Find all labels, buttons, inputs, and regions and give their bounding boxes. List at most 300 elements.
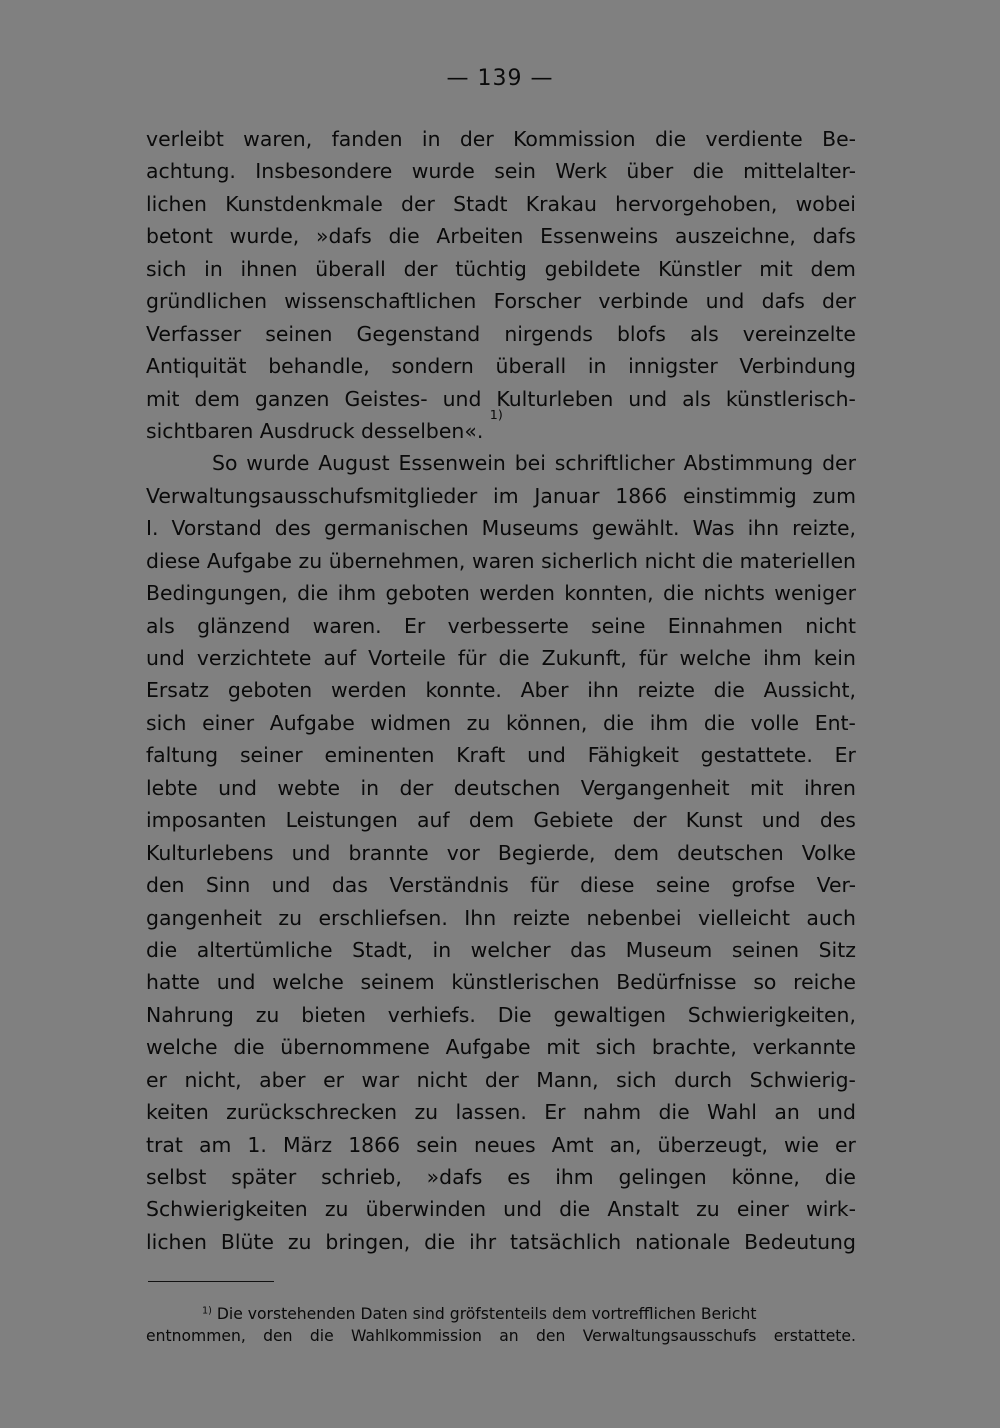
word: seine	[591, 613, 646, 638]
word: konnten,	[564, 581, 654, 606]
word: geboten	[385, 581, 470, 606]
word: Januar	[534, 483, 600, 508]
word: sondern	[391, 354, 474, 379]
word: Aussicht,	[763, 678, 856, 703]
word: zu	[414, 1100, 439, 1125]
word: die	[309, 1327, 334, 1345]
word: Sitz	[818, 937, 856, 962]
word: die	[654, 127, 687, 151]
word: könne,	[731, 1165, 800, 1189]
word: trat	[146, 1132, 183, 1157]
word: Fähigkeit	[587, 743, 679, 768]
word: August	[318, 451, 390, 476]
word: die	[424, 1229, 456, 1254]
text-line	[146, 545, 856, 577]
word: übernehmen,	[328, 548, 466, 573]
word: Bedeutung	[744, 1229, 856, 1254]
word: waren	[471, 548, 535, 573]
word: überall	[315, 256, 386, 281]
word: Künstler	[658, 256, 742, 281]
footnote-content	[202, 1303, 756, 1325]
word: die	[602, 710, 635, 735]
word: ganzen	[254, 386, 330, 411]
word: gestattete.	[700, 743, 813, 768]
text-line	[146, 155, 856, 187]
word: verkannte	[752, 1035, 856, 1060]
word: wurde	[246, 451, 310, 476]
word: wirk-	[806, 1197, 856, 1222]
word: nirgends	[504, 321, 593, 346]
text-line	[146, 642, 856, 674]
word: tatsächlich	[510, 1229, 622, 1254]
word: wurde	[411, 159, 475, 184]
word: Er	[834, 743, 856, 768]
word: zu	[696, 1197, 720, 1222]
word: behandle,	[268, 354, 370, 379]
word: So	[212, 451, 238, 476]
word: Blüte	[220, 1229, 274, 1254]
text-line	[146, 1161, 856, 1193]
word: und	[503, 1197, 542, 1222]
word: reizte	[512, 905, 571, 930]
word: keiten	[146, 1100, 209, 1125]
word: nebenbei	[586, 905, 682, 930]
word: der	[401, 191, 435, 216]
word: übernommene	[280, 1035, 430, 1060]
text-line	[146, 674, 856, 706]
word: dem	[613, 840, 659, 865]
footnote-line	[146, 1303, 856, 1325]
word: gewählt.	[591, 516, 680, 541]
word: Gebiete	[533, 808, 614, 833]
word: zu	[278, 905, 303, 930]
word: des	[274, 516, 311, 541]
word: Verfasser	[146, 321, 242, 346]
word: »dafs	[316, 224, 372, 249]
word: sich	[146, 710, 187, 735]
word: für	[638, 646, 668, 670]
word: Begierde,	[497, 840, 596, 865]
word: später	[231, 1165, 297, 1189]
footnotes	[146, 1303, 856, 1347]
word: reizte	[637, 678, 695, 703]
word: konnte.	[425, 678, 502, 703]
word: seinen	[265, 321, 333, 346]
text-line	[146, 318, 856, 350]
word: Er	[404, 613, 426, 638]
word: vereinzelte	[742, 321, 856, 346]
word: diese	[580, 873, 635, 898]
word: Kommission	[513, 127, 636, 151]
word: Schwierigkeiten,	[687, 1002, 856, 1027]
word: welche	[272, 970, 344, 995]
word: den	[263, 1327, 293, 1345]
word: er	[834, 1132, 856, 1157]
word: selbst	[146, 1165, 207, 1189]
word: werden	[331, 678, 407, 703]
word: zu	[287, 1229, 312, 1254]
word: vor	[446, 840, 480, 865]
word: Schwierig-	[749, 1067, 856, 1092]
word: für	[457, 646, 487, 670]
word: waren.	[312, 613, 382, 638]
word: bei	[514, 451, 546, 476]
text-line	[146, 1064, 856, 1096]
word: seinen	[731, 937, 800, 962]
word: das	[331, 873, 368, 898]
word: der	[484, 1067, 519, 1092]
word: des	[819, 808, 856, 833]
word: tüchtig	[455, 256, 527, 281]
word: Verbindung	[739, 354, 856, 379]
word: ihren	[803, 775, 856, 800]
word: nichts	[703, 581, 765, 606]
word: widmen	[370, 710, 452, 735]
word: Kunst	[685, 808, 743, 833]
word: seiner	[239, 743, 303, 768]
word: in	[204, 256, 223, 281]
word: die	[713, 678, 745, 703]
word: überzeugt,	[657, 1132, 768, 1157]
word: Verständnis	[389, 873, 509, 898]
word: wurde,	[229, 224, 300, 249]
word: die	[663, 581, 695, 606]
word: dafs	[812, 224, 856, 249]
word: zu	[324, 1197, 349, 1222]
word: blofs	[616, 321, 666, 346]
word: geboten	[227, 678, 313, 703]
word: brannte	[348, 840, 429, 865]
word: mit	[146, 386, 180, 411]
word: Leistungen	[285, 808, 398, 833]
word: ihnen	[240, 256, 298, 281]
word: Museums	[481, 516, 579, 541]
word: und	[442, 386, 482, 411]
word: »dafs	[426, 1165, 483, 1189]
word: brachte,	[651, 1035, 737, 1060]
text-line-paragraph-start	[146, 447, 856, 479]
word: Kulturleben	[496, 386, 614, 411]
word: lichen	[146, 191, 207, 216]
word: dem	[810, 256, 856, 281]
word: und	[761, 808, 801, 833]
text-line	[146, 285, 856, 317]
word: als	[689, 321, 719, 346]
text-line	[146, 707, 856, 739]
footnote-separator	[148, 1281, 274, 1282]
word: Ver-	[816, 873, 856, 898]
word: der	[403, 256, 438, 281]
word: Vorteile	[368, 646, 446, 670]
word: altertümliche	[196, 937, 333, 962]
word: gründlichen	[146, 289, 268, 314]
word: lassen.	[455, 1100, 527, 1125]
word: die	[701, 548, 734, 573]
word: vielleicht	[698, 905, 790, 930]
word: Kunstdenkmale	[225, 191, 383, 216]
footnote-marker: 1)	[202, 1305, 212, 1317]
word: welcher	[470, 937, 551, 962]
word: die	[559, 1197, 591, 1222]
text-line	[146, 610, 856, 642]
text-line	[146, 220, 856, 252]
word: imposanten	[146, 808, 267, 833]
word: Aufgabe	[206, 548, 292, 573]
word: einer	[202, 710, 255, 735]
word: nicht	[416, 1067, 468, 1092]
text-line	[146, 577, 856, 609]
word: Ersatz	[146, 678, 210, 703]
word: der	[822, 289, 856, 314]
word: hervorgehoben,	[615, 191, 778, 216]
word: Wahlkommission	[351, 1327, 482, 1345]
word: neues	[474, 1132, 536, 1157]
word: die	[498, 646, 530, 670]
word: ihm	[649, 710, 689, 735]
word: bringen,	[325, 1229, 411, 1254]
word: lebte	[146, 775, 198, 800]
word: sein	[494, 159, 536, 184]
word: durch	[674, 1067, 733, 1092]
word: Ihn	[464, 905, 497, 930]
word: und	[628, 386, 668, 411]
text-line	[146, 999, 856, 1031]
word: in	[421, 127, 441, 151]
word: verbinde	[598, 289, 689, 314]
word: schrieb,	[321, 1165, 402, 1189]
word: wie	[784, 1132, 819, 1157]
word: nicht	[644, 548, 696, 573]
text-line	[146, 966, 856, 998]
word: er	[146, 1067, 167, 1092]
word: erschliefsen.	[318, 905, 448, 930]
word: Vorstand	[171, 516, 262, 541]
word: der	[632, 808, 667, 833]
word: dem	[468, 808, 515, 833]
word: fanden	[331, 127, 403, 151]
text-line	[146, 1129, 856, 1161]
word: gelingen	[618, 1165, 707, 1189]
word: materiellen	[739, 548, 856, 573]
word: dem	[194, 386, 240, 411]
word: webte	[277, 775, 341, 800]
word: auf	[323, 646, 357, 670]
word: mit	[750, 775, 784, 800]
word: Er	[544, 1100, 566, 1125]
word: Aber	[520, 678, 569, 703]
word: an,	[609, 1132, 642, 1157]
word: in	[587, 354, 607, 379]
text-line	[146, 837, 856, 869]
word: März	[282, 1132, 333, 1157]
word: und	[527, 743, 566, 768]
text-line-last	[146, 406, 856, 447]
word: sich	[595, 1035, 637, 1060]
text-line	[146, 869, 856, 901]
word: in	[432, 937, 452, 962]
text-line	[146, 123, 856, 155]
word: 1.	[247, 1132, 267, 1157]
word: Aufgabe	[445, 1035, 531, 1060]
word: in	[360, 775, 380, 800]
word: und	[705, 289, 745, 314]
word: deutschen	[453, 775, 561, 800]
word: und	[817, 1100, 856, 1125]
word: zum	[812, 483, 856, 508]
word: 1866	[615, 483, 668, 508]
word: der	[459, 127, 494, 151]
word: die	[703, 710, 735, 735]
word: einstimmig	[682, 483, 797, 508]
word: verzichtete	[196, 646, 312, 670]
page-number: — 139 —	[446, 66, 554, 91]
word: achtung.	[146, 159, 236, 184]
word: für	[530, 873, 559, 898]
word: die	[692, 159, 724, 184]
word: und	[271, 873, 311, 898]
text-line	[146, 1031, 856, 1063]
word: der	[399, 775, 434, 800]
word: Die	[497, 1002, 532, 1027]
word: den	[146, 873, 185, 898]
word: Einnahmen	[667, 613, 783, 638]
word: sich	[616, 1067, 657, 1092]
word: waren,	[243, 127, 313, 151]
word: so	[753, 970, 777, 995]
word: zu	[298, 548, 323, 573]
word: Essenweins	[540, 224, 659, 249]
word: die	[297, 581, 329, 606]
word: seine	[655, 873, 711, 898]
word: bieten	[301, 1002, 366, 1027]
word: erstattete.	[773, 1327, 856, 1345]
word: Bedingungen,	[146, 581, 288, 606]
word: sicherlich	[541, 548, 638, 573]
word: war	[361, 1067, 400, 1092]
word: Kulturlebens	[146, 840, 274, 865]
word: welche	[679, 646, 752, 670]
word: die	[388, 224, 420, 249]
word: zurückschrecken	[226, 1100, 398, 1125]
word: überwinden	[365, 1197, 487, 1222]
word: Abstimmung	[683, 451, 814, 476]
word: an	[774, 1100, 800, 1125]
word: mit	[759, 256, 793, 281]
word: können,	[505, 710, 588, 735]
text-line	[146, 934, 856, 966]
word: ihm	[555, 1165, 594, 1189]
text-line	[146, 188, 856, 220]
word: verleibt	[146, 127, 224, 151]
word: seinem	[360, 970, 435, 995]
word: lichen	[146, 1229, 207, 1254]
word: welche	[146, 1035, 218, 1060]
text-line	[146, 253, 856, 285]
word: eminenten	[324, 743, 435, 768]
word: über	[626, 159, 674, 184]
word: auszeichne,	[674, 224, 796, 249]
body-text	[146, 123, 856, 1258]
word: verbesserte	[447, 613, 569, 638]
word: am	[198, 1132, 232, 1157]
word: grofse	[731, 873, 796, 898]
word: Amt	[551, 1132, 594, 1157]
word: 1866	[348, 1132, 401, 1157]
word: auch	[806, 905, 856, 930]
word: Mann,	[536, 1067, 599, 1092]
text-line-content: sichtbaren Ausdruck desselben«.	[146, 418, 484, 443]
word: und	[291, 840, 331, 865]
word: Gegenstand	[356, 321, 481, 346]
word: glänzend	[197, 613, 291, 638]
word: reizte,	[792, 516, 856, 541]
word: Geistes-	[344, 386, 428, 411]
word: künstlerischen	[451, 970, 600, 995]
word: nicht,	[184, 1067, 242, 1092]
word: und	[146, 646, 185, 670]
word: schriftlicher	[554, 451, 675, 476]
footnote-text: Die vorstehenden Daten sind gröfstenteils dem vortrefflichen Bericht	[216, 1305, 757, 1323]
text-line	[146, 1226, 856, 1258]
word: er	[323, 1067, 344, 1092]
word: kein	[813, 646, 856, 670]
word: überall	[495, 354, 567, 379]
word: die	[146, 937, 178, 962]
word: es	[507, 1165, 531, 1189]
word: Sinn	[205, 873, 251, 898]
word: Ent-	[814, 710, 856, 735]
word: Zukunft,	[541, 646, 627, 670]
word: der	[822, 451, 856, 476]
word: ihr	[469, 1229, 497, 1254]
word: Schwierigkeiten	[146, 1197, 308, 1222]
text-line	[146, 804, 856, 836]
word: und	[218, 775, 257, 800]
word: im	[493, 483, 519, 508]
word: verhiefs.	[387, 1002, 476, 1027]
word: Stadt	[453, 191, 508, 216]
word: die	[658, 1100, 690, 1125]
word: Krakau	[525, 191, 597, 216]
word: gewaltigen	[553, 1002, 666, 1027]
word: Verwaltungsausschufs	[582, 1327, 757, 1345]
word: einer	[736, 1197, 789, 1222]
word: ihn	[747, 516, 780, 541]
text-line	[146, 350, 856, 382]
word: Verwaltungsausschufsmitglieder	[146, 483, 478, 508]
word: wobei	[795, 191, 856, 216]
word: faltung	[146, 743, 219, 768]
word: Museum	[625, 937, 713, 962]
word: sich	[146, 256, 187, 281]
word: Nahrung	[146, 1002, 234, 1027]
word: nahm	[582, 1100, 642, 1125]
word: wissenschaftlichen	[284, 289, 477, 314]
word: reiche	[793, 970, 856, 995]
word: entnommen,	[146, 1327, 246, 1345]
text-line	[146, 480, 856, 512]
text-line	[146, 512, 856, 544]
word: aber	[259, 1067, 306, 1092]
word: das	[570, 937, 607, 962]
word: nationale	[635, 1229, 731, 1254]
word: die	[233, 1035, 265, 1060]
word: Was	[692, 516, 735, 541]
word: gebildete	[544, 256, 641, 281]
word: deutschen	[677, 840, 784, 865]
word: werden	[479, 581, 555, 606]
word: innigster	[628, 354, 718, 379]
